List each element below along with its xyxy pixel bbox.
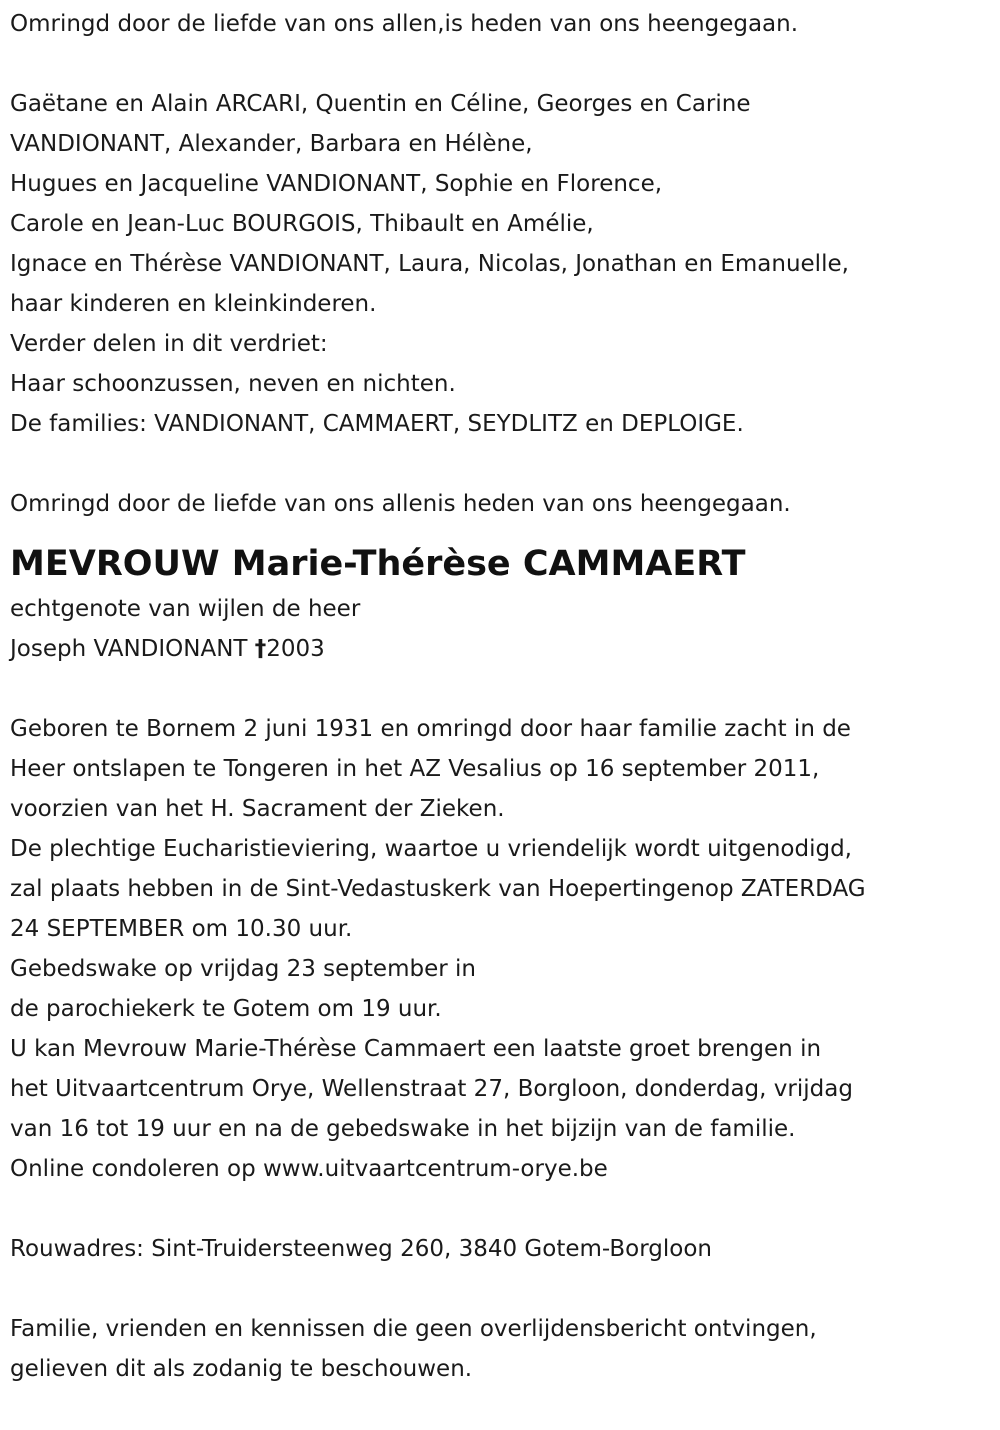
details-line: Heer ontslapen te Tongeren in het AZ Vesalius op 16 september 2011, [10, 756, 820, 782]
family-line: Gaëtane en Alain ARCARI, Quentin en Céline, Georges en Carine [10, 91, 751, 117]
spacer [10, 44, 995, 84]
family-line: Hugues en Jacqueline VANDIONANT, Sophie en Florence, [10, 171, 663, 197]
details-line: voorzien van het H. Sacrament der Zieken. [10, 796, 505, 822]
intro-line: Omringd door de liefde van ons allen,is heden van ons heengegaan. [10, 11, 799, 37]
cross-icon: † [254, 636, 267, 662]
family-line: De families: VANDIONANT, CAMMAERT, SEYDLITZ en DEPLOIGE. [10, 411, 744, 437]
spacer [10, 444, 995, 484]
details-line: van 16 tot 19 uur en na de gebedswake in het bijzijn van de familie. [10, 1116, 796, 1142]
details-line: de parochiekerk te Gotem om 19 uur. [10, 996, 442, 1022]
details-line: zal plaats hebben in de Sint-Vedastuskerk van Hoepertingenop ZATERDAG [10, 876, 866, 902]
second-intro-line: Omringd door de liefde van ons allenis heden van ons heengegaan. [10, 491, 791, 517]
family-line: VANDIONANT, Alexander, Barbara en Hélène, [10, 131, 533, 157]
closing-line: gelieven dit als zodanig te beschouwen. [10, 1356, 473, 1382]
death-notice [10, 4, 995, 1389]
spouse-line [10, 629, 995, 669]
spacer [10, 669, 995, 709]
family-line: haar kinderen en kleinkinderen. [10, 291, 377, 317]
mourning-address: Rouwadres: Sint-Truidersteenweg 260, 3840 Gotem-Borgloon [10, 1236, 712, 1262]
details-line: Online condoleren op www.uitvaartcentrum-orye.be [10, 1156, 608, 1182]
closing-line: Familie, vrienden en kennissen die geen overlijdensbericht ontvingen, [10, 1316, 817, 1342]
spacer [10, 1269, 995, 1309]
details-line: 24 SEPTEMBER om 10.30 uur. [10, 916, 353, 942]
family-line: Haar schoonzussen, neven en nichten. [10, 371, 456, 397]
details-line: U kan Mevrouw Marie-Thérèse Cammaert een laatste groet brengen in [10, 1036, 822, 1062]
details-line: Gebedswake op vrijdag 23 september in [10, 956, 476, 982]
closing-block [10, 1309, 995, 1389]
family-list [10, 84, 995, 444]
deceased-name: MEVROUW Marie-Thérèse CAMMAERT [10, 544, 746, 584]
details-line: De plechtige Eucharistieviering, waartoe u vriendelijk wordt uitgenodigd, [10, 836, 852, 862]
spouse-year: 2003 [266, 636, 325, 662]
spouse-name: Joseph VANDIONANT [10, 636, 255, 662]
spacer [10, 1189, 995, 1229]
family-line: Ignace en Thérèse VANDIONANT, Laura, Nicolas, Jonathan en Emanuelle, [10, 251, 849, 277]
details-line: Geboren te Bornem 2 juni 1931 en omringd door haar familie zacht in de [10, 716, 851, 742]
details-block [10, 709, 995, 1189]
family-line: Verder delen in dit verdriet: [10, 331, 328, 357]
details-line: het Uitvaartcentrum Orye, Wellenstraat 27, Borgloon, donderdag, vrijdag [10, 1076, 853, 1102]
family-line: Carole en Jean-Luc BOURGOIS, Thibault en Amélie, [10, 211, 594, 237]
relation-line: echtgenote van wijlen de heer [10, 596, 361, 622]
